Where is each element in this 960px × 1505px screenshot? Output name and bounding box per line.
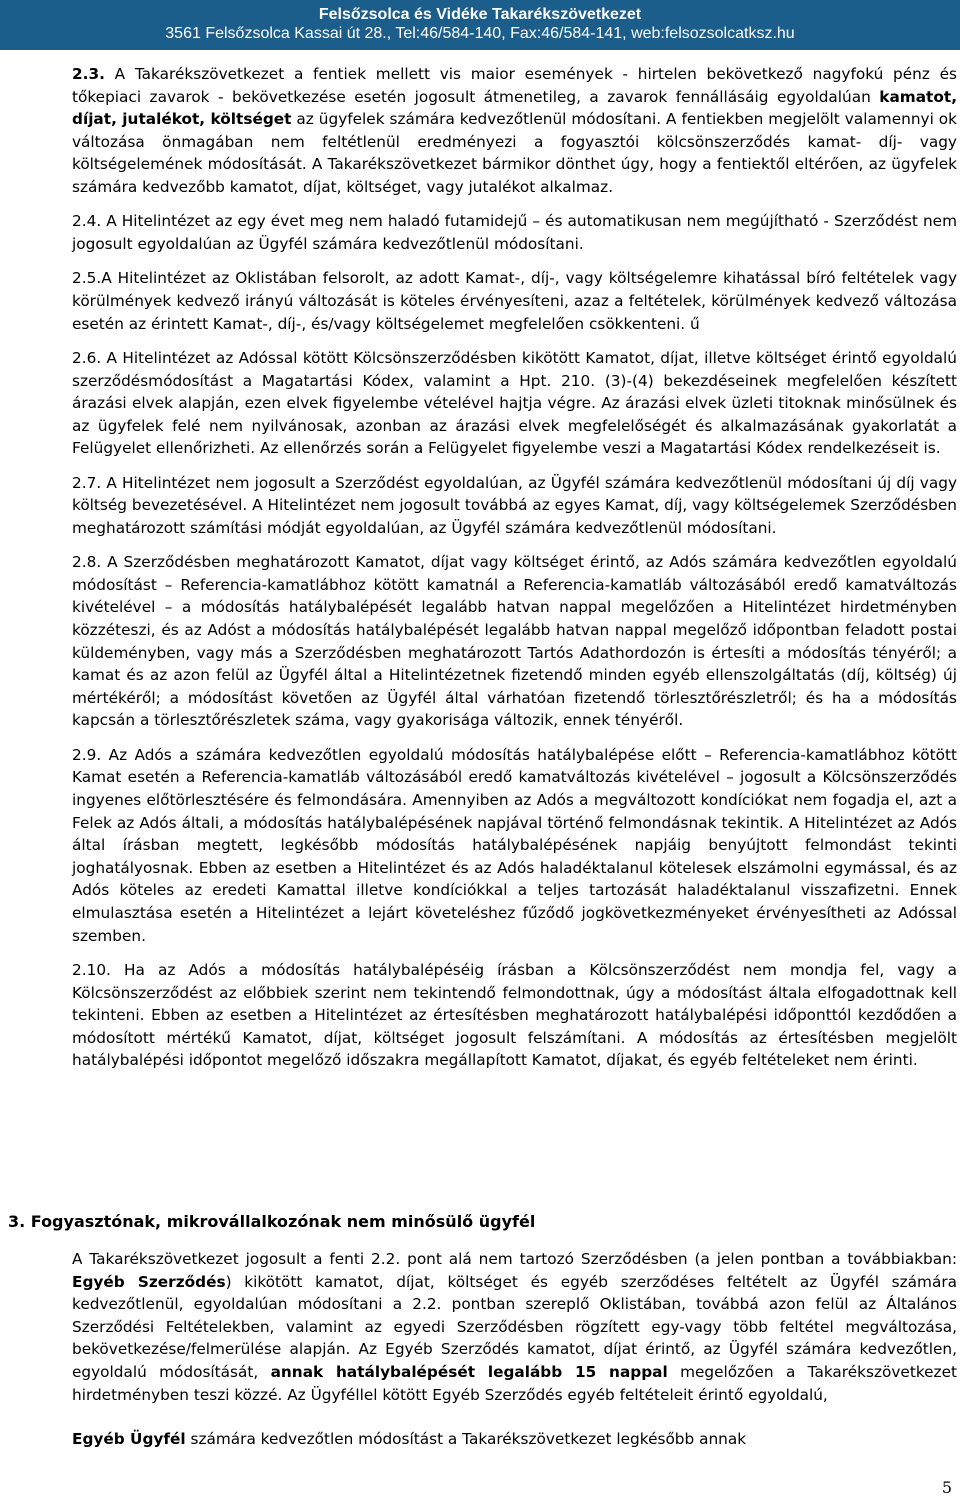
paragraph-text: A Takarékszövetkezet jogosult a fenti 2.2. pont alá nem tartozó Szerződésben (a jelen pontban a továbbiakban:: [72, 1250, 957, 1268]
paragraph-text: az ügyfelek számára kedvezőtlenül módosítani. A fentiekben megjelölt valamennyi ok változása önmagában nem feltétlenül eredményezi a fogyasztói kölcsönszerződés kamat- díj- vagy költségelemének módosítását. A Takarékszövetkezet bármikor dönthet úgy, hogy a fentiektől eltérően, az ügyfelek számára kedvezőbb kamatot, díjat, költséget, vagy jutalékot alkalmaz.: [72, 110, 957, 196]
section-3-paragraph-1: [72, 1248, 957, 1406]
paragraph-2-6: 2.6. A Hitelintézet az Adóssal kötött Kölcsönszerződésben kikötött Kamatot, díjat, illetve költséget érintő egyoldalú szerződésmódosítást a Magatartási Kódex, valamint a Hpt. 210. (3)-(4) bekezdéseinek megfelelően készített árazási elvek alapján, ezen elvek figyelembe vételével hajtja végre. Az árazási elvek üzleti titoknak minősülnek és az ügyfelek felé nem nyilvánosak, azonban az árazási elvek megfelelőségét és alkalmazásának gyakorlatát a Felügyelet ellenőrizheti. Az ellenőrzés során a Felügyelet figyelembe veszi a Magatartási Kódex rendelkezéseit is.: [72, 348, 957, 458]
institution-name: Felsőzsolca és Vidéke Takarékszövetkezet: [318, 6, 642, 23]
bold-text: Egyéb Ügyfél: [72, 1430, 186, 1449]
paragraph-2-7: 2.7. A Hitelintézet nem jogosult a Szerződést egyoldalúan, az Ügyfél számára kedvezőtlenül módosítani új díj vagy költség bevezetésével. A Hitelintézet nem jogosult továbbá az egyes Kamat, díj, vagy költségelemek Szerződésben meghatározott számítási módját egyoldalúan, az Ügyfél számára kedvezőtlenül módosítani.: [72, 473, 957, 537]
paragraph-2-10: 2.10. Ha az Adós a módosítás hatálybalépéséig írásban a Kölcsönszerződést nem mondja fel, vagy a Kölcsönszerződést az előbbiek szerint nem tekintendő felmondottnak, úgy a módosítást általa elfogadottnak kell tekinteni. Ebben az esetben a Hitelintézet az értesítésben meghatározott hatálybalépési időponttól kezdődően a módosított mértékű Kamatot, díjat, költséget jogosult felszámítani. A módosítás az értesítésben megjelölt hatálybalépési időpontot megelőző időszakra megállapított Kamatot, díjakat, és egyéb feltételeket nem érinti.: [72, 960, 957, 1070]
paragraph-number: 2.3.: [72, 65, 105, 83]
institution-contact: 3561 Felsőzsolca Kassai út 28., Tel:46/584-140, Fax:46/584-141, web:felsozsolcatksz.hu: [165, 25, 795, 42]
section-3-paragraph-2: [72, 1428, 957, 1451]
section-3-heading: 3. Fogyasztónak, mikrovállalkozónak nem minősülő ügyfél: [8, 1212, 536, 1231]
paragraph-2-9: 2.9. Az Adós a számára kedvezőtlen egyoldalú módosítás hatálybalépése előtt – Referencia-kamatlábhoz kötött Kamat esetén a Referencia-kamatláb változásából eredő kamatváltozás kivételével – jogosult a Kölcsönszerződés ingyenes előtörlesztésére és felmondására. Amennyiben az Adós a megváltozott kondíciókat nem fogadja el, azt a Felek az Adós általi, a módosítás hatálybalépésének napjával történő felmondásnak tekintik. A Hitelintézet az Adós által írásban megtett, legkésőbb módosítás hatálybalépésének napjáig benyújtott felmondást tekinti joghatályosnak. Ebben az esetben a Hitelintézet és az Adós haladéktalanul kötelesek elszámolni egymással, és az Adós köteles az eredeti Kamattal illetve kondíciókkal a teljes tartozását haladéktalanul visszafizetni. Ennek elmulasztása esetén a Hitelintézet a lejárt követeléshez fűződő jogkövetkezményeket érvényesítheti az Adóssal szemben.: [72, 745, 957, 945]
paragraph-2-4: 2.4. A Hitelintézet az egy évet meg nem haladó futamidejű – és automatikusan nem megújítható - Szerződést nem jogosult egyoldalúan az Ügyfél számára kedvezőtlenül módosítani.: [72, 212, 957, 253]
bold-text: Egyéb Szerződés: [72, 1272, 226, 1291]
paragraph-text: számára kedvezőtlen módosítást a Takarékszövetkezet legkésőbb annak: [185, 1430, 747, 1449]
bold-text: kamatot, díjat, jutalékot, költséget: [72, 87, 957, 129]
paragraph-text: ) kikötött kamatot, díjat, költséget és egyéb szerződéses feltételt az Ügyfél számára kedvezőtlenül, egyoldalúan módosítani a 2.2. pontban szereplő Oklistában, továbbá azon felül az Általános Szerződési Feltételekben, valamint az egyedi Szerződésben rögzített egy-vagy több feltétel megváltozása, bekövetkezése/felmerülése alapján. Az Egyéb Szerződés kamatot, díjat érintő, az Ügyfél számára kedvezőtlen, egyoldalú módosítását,: [72, 1272, 957, 1381]
paragraph-text: megelőzően a Takarékszövetkezet hirdetményben teszi közzé. Az Ügyféllel kötött Egyéb Szerződés egyéb feltételeit érintő egyoldalú,: [72, 1362, 957, 1404]
paragraph-text: A Takarékszövetkezet a fentiek mellett vis maior események - hirtelen bekövetkező nagyfokú pénz és tőkepiaci zavarok - bekövetkezése esetén jogosult átmenetileg, a zavarok fennállásáig egyoldalúan: [72, 65, 957, 106]
document-body: [72, 63, 957, 1084]
bold-text: annak hatálybalépését legalább 15 nappal: [270, 1362, 668, 1381]
paragraph-2-8: 2.8. A Szerződésben meghatározott Kamatot, díjat vagy költséget érintő, az Adós számára kedvezőtlen egyoldalú módosítást – Referencia-kamatlábhoz kötött kamatnál a Referencia-kamatláb változásából eredő kamatváltozás kivételével – a módosítás hatálybalépését legalább hatvan nappal megelőzően a Hitelintézet hirdetményben közzéteszi, és az Adóst a módosítás hatálybalépését legalább hatvan nappal megelőző időpontban feladott postai küldeményben, vagy más a Szerződésben meghatározott Tartós Adathordozón is értesíti a módosítás tényéről; a kamat és az azon felül az Ügyfél által a Hitelintézetnek fizetendő minden egyéb ellenszolgáltatás (díj, költség) új mértékéről; a módosítást követően az Ügyfél által várhatóan fizetendő törlesztőrészletről; és ha a módosítás kapcsán a törlesztőrészletek száma, vagy gyakorisága változik, ennek tényéről.: [72, 553, 957, 730]
paragraph-2-3: [72, 63, 957, 199]
paragraph-2-5: 2.5.A Hitelintézet az Oklistában felsorolt, az adott Kamat-, díj-, vagy költségelemre kihatással bíró feltételek vagy körülmények kedvező irányú változását is köteles érvényesíteni, azaz a feltételek, körülmények kedvező változása esetén az érintett Kamat-, díj-, és/vagy költségelemet megfelelően csökkenteni. ű: [72, 269, 957, 333]
section-3-body: [72, 1248, 957, 1463]
page-number: 5: [941, 1478, 952, 1497]
letterhead-banner: [0, 0, 960, 50]
